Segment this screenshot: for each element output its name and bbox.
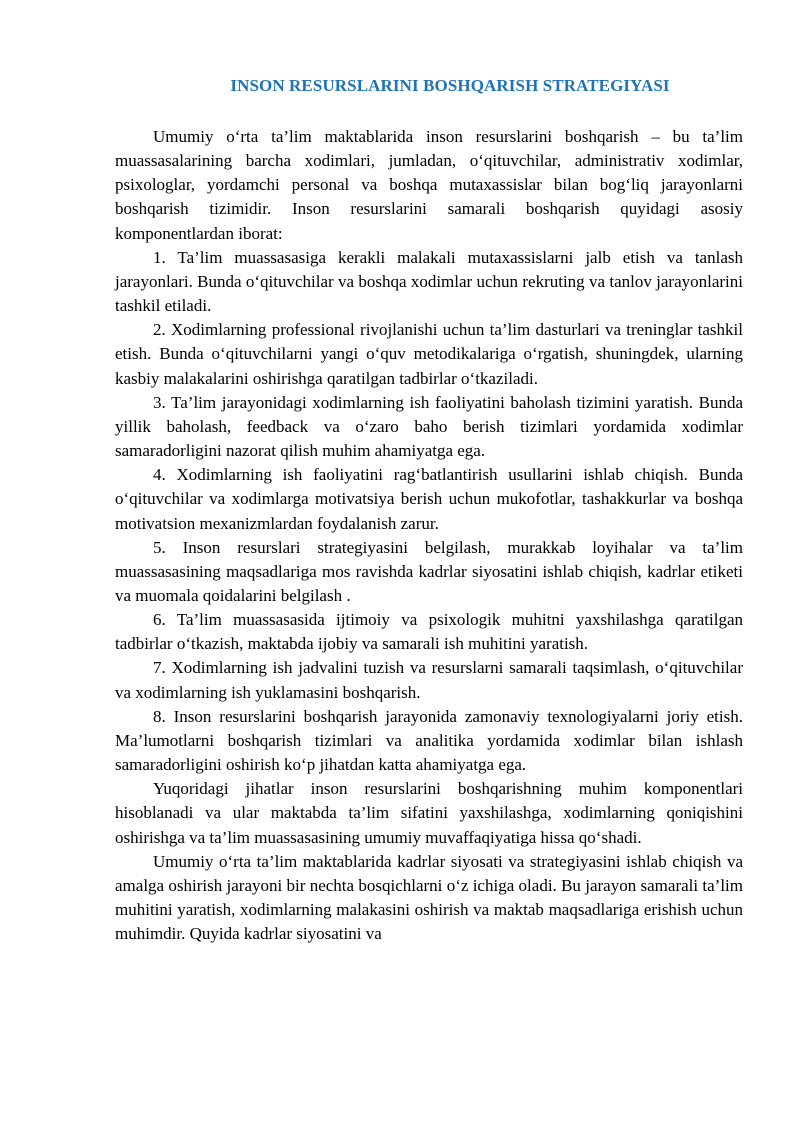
list-item-5: 5. Inson resurslari strategiyasini belgilash, murakkab loyihalar va ta’lim muassasasining maqsadlariga mos ravishda kadrlar siyosatini ishlab chiqish, kadrlar etiketi va muomala qoidalarini belgilash . — [115, 537, 743, 605]
document-body — [115, 125, 743, 946]
closing-paragraph: Umumiy o‘rta ta’lim maktablarida kadrlar siyosati va strategiyasini ishlab chiqish va amalga oshirish jarayoni bir nechta bosqichlarni o‘z ichiga oladi. Bu jarayon samarali ta’lim muhitini yaratish, xodimlarning malakasini oshirish va maktab maqsadlariga erishish uchun muhimdir. Quyida kadrlar siyosatini va — [115, 851, 743, 944]
list-item-7: 7. Xodimlarning ish jadvalini tuzish va resurslarni samarali taqsimlash, o‘qituvchilar va xodimlarning ish yuklamasini boshqarish. — [115, 658, 743, 702]
list-item-6: 6. Ta’lim muassasasida ijtimoiy va psixologik muhitni yaxshilashga qaratilgan tadbirlar o‘tkazish, maktabda ijobiy va samarali ish muhitini yaratish. — [115, 610, 743, 654]
document-title: INSON RESURSLARINI BOSHQARISH STRATEGIYASI — [230, 76, 670, 95]
summary-paragraph: Yuqoridagi jihatlar inson resurslarini boshqarishning muhim komponentlari hisoblanadi va ular maktabda ta’lim sifatini yaxshilashga, xodimlarning qoniqishini oshirishga va ta’lim muassasasining umumiy muvaffaqiyatiga hissa qo‘shadi. — [115, 779, 743, 847]
list-item-4: 4. Xodimlarning ish faoliyatini rag‘batlantirish usullarini ishlab chiqish. Bunda o‘qituvchilar va xodimlarga motivatsiya berish uchun mukofotlar, tashakkurlar va boshqa motivatsion mexanizmlardan foydalanish zarur. — [115, 465, 743, 533]
list-item-1: 1. Ta’lim muassasasiga kerakli malakali mutaxassislarni jalb etish va tanlash jarayonlari. Bunda o‘qituvchilar va boshqa xodimlar uchun rekruting va tanlov jarayonlarini tashkil etiladi. — [115, 247, 743, 316]
list-item-2: 2. Xodimlarning professional rivojlanishi uchun ta’lim dasturlari va treninglar tashkil etish. Bunda o‘qituvchilarni yangi o‘quv metodikalariga o‘rgatish, shuningdek, ularning kasbiy malakalarini oshirishga qaratilgan tadbirlar o‘tkaziladi. — [115, 320, 743, 388]
list-item-8: 8. Inson resurslarini boshqarish jarayonida zamonaviy texnologiyalarni joriy etish. Ma’lumotlarni boshqarish tizimlari va analitika yordamida xodimlar bilan ishlash samaradorligini oshirish ko‘p jihatdan katta ahamiyatga ega. — [115, 706, 743, 775]
intro-paragraph: Umumiy o‘rta ta’lim maktablarida inson resurslarini boshqarish – bu ta’lim muassasalarining barcha xodimlari, jumladan, o‘qituvchilar, administrativ xodimlar, psixologlar, yordamchi personal va boshqa mutaxassislar bilan bog‘liq jarayonlarni boshqarish tizimidir. Inson resurslarini samarali boshqarish quyidagi asosiy komponentlardan iborat: — [115, 127, 743, 243]
list-item-3: 3. Ta’lim jarayonidagi xodimlarning ish faoliyatini baholash tizimini yaratish. Bunda yillik baholash, feedback va o‘zaro baho berish tizimlari yordamida xodimlar samaradorligini nazorat qilish muhim ahamiyatga ega. — [115, 392, 743, 461]
